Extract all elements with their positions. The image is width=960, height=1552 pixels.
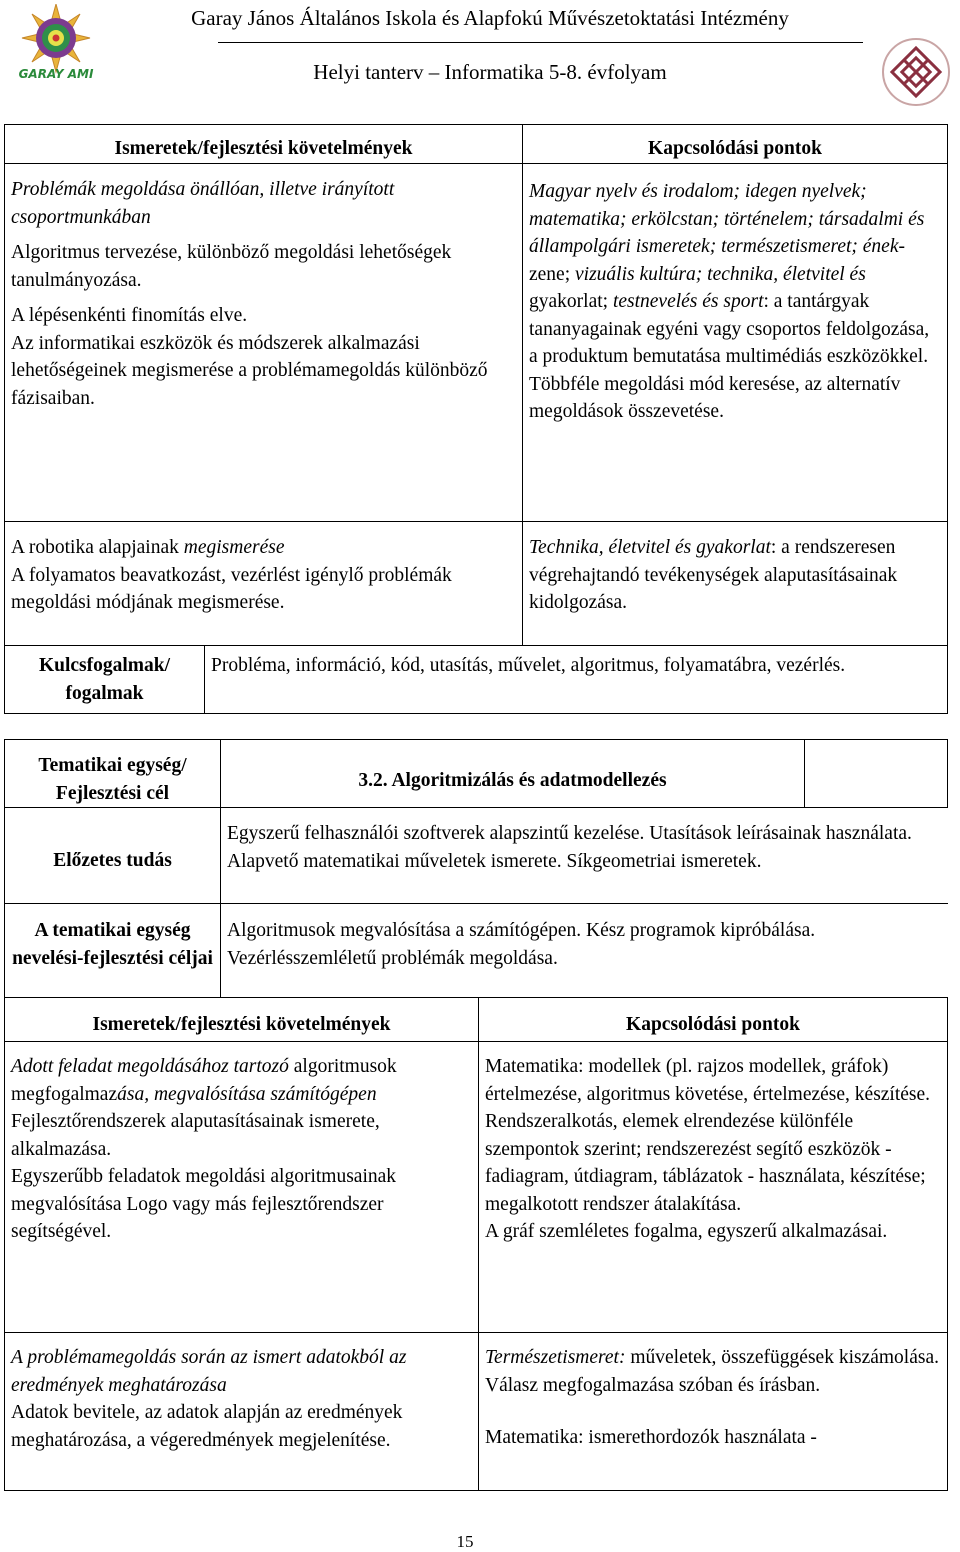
robotics-control-problems: A folyamatos beavatkozást, vezérlést igénylő problémák megoldási módjának megismerése. [11, 564, 452, 613]
conn-systematization: Rendszeralkotás, elemek elrendezése különféle szempontok szerint; rendszerezést segítő eszközök - fadiagram, útdiagram, táblázatok - használata, készítése; megalkotott rendszer átalakítása. [485, 1111, 926, 1215]
connections-activity: : a tantárgyak tananyagainak egyéni vagy csoportos feldolgozása, a produktum bemutatása multimédiás eszközökkel. [529, 291, 930, 367]
req-task-algorithms-plain: algoritmusok megfogalmaz [11, 1056, 397, 1105]
unit-title: 3.2. Algoritmizálás és adatmodellezés [221, 740, 805, 808]
column-header-requirements: Ismeretek/fejlesztési követelmények [5, 125, 523, 164]
algorithm-connections-cell [479, 1042, 948, 1333]
prior-knowledge-text: Egyszerű felhasználói szoftverek alapszintű kezelése. Utasítások leírásainak használata. Alapvető matematikai műveletek ismerete. Síkgeometriai ismeretek. [221, 808, 948, 904]
requirements-table-2 [4, 739, 948, 1491]
unit-hours-cell [805, 740, 948, 808]
req-dev-environments: Fejlesztőrendszerek alaputasításainak ismerete, alkalmazása. [11, 1111, 380, 1160]
connections-cell [523, 164, 948, 522]
column-header-requirements-2: Ismeretek/fejlesztési követelmények [5, 998, 479, 1042]
page-number: 15 [456, 1532, 474, 1551]
requirement-problem-solving: Problémák megoldása önállóan, illetve irányított csoportmunkában [11, 179, 395, 228]
robotics-requirements-cell [5, 522, 523, 646]
conn-graph-concept: A gráf szemléletes fogalma, egyszerű alkalmazásai. [485, 1221, 888, 1242]
key-concepts-label: Kulcsfogalmak/ fogalmak [5, 646, 205, 714]
development-goals-label: A tematikai egység nevelési-fejlesztési céljai [5, 904, 221, 998]
unit-label: Tematikai egység/ Fejlesztési cél [5, 740, 221, 808]
req-data-input: Adatok bevitele, az adatok alapján az eredmények meghatározása, a végeredmények megjelenítése. [11, 1402, 403, 1451]
column-header-connections: Kapcsolódási pontok [523, 125, 948, 164]
data-connections-cell [479, 1333, 948, 1491]
req-results-from-data: A problémamegoldás során az ismert adatokból az eredmények meghatározása [11, 1347, 407, 1396]
req-task-algorithms-b: ása, megvalósítása számítógépen [117, 1083, 377, 1105]
column-header-connections-2: Kapcsolódási pontok [479, 998, 948, 1042]
development-goals-text: Algoritmusok megvalósítása a számítógépen. Kész programok kipróbálása. Vezérlésszemléletű problémák megoldása. [221, 904, 948, 998]
connections-subject-zene: zene; [529, 263, 571, 285]
requirement-stepwise-refinement: A lépésenkénti finomítás elve. [11, 305, 248, 326]
robotics-connections-cell [523, 522, 948, 646]
connections-subject-sport: testnevelés és sport [612, 291, 764, 312]
connections-subject-gyakorlat: gyakorlat; [529, 291, 609, 312]
connections-subjects: Magyar nyelv és irodalom; idegen nyelvek; matematika; erkölcstan; történelem; társadalmi és állampolgári ismeretek; természetismeret; ének- [529, 181, 925, 257]
school-logo [8, 4, 106, 86]
header-rule [218, 42, 863, 43]
robotics-connection-text: : a rendszeresen végrehajtandó tevékenységek alaputasításainak kidolgozása. [529, 537, 898, 613]
data-requirements-cell [5, 1333, 479, 1491]
requirements-cell [5, 164, 523, 522]
school-name: Garay János Általános Iskola és Alapfokú Művészetoktatási Intézmény [191, 6, 789, 30]
prior-knowledge-label: Előzetes tudás [5, 808, 221, 904]
robotics-basics-italic: megismerése [183, 537, 285, 558]
logo-text: GARAY AMI [18, 67, 94, 81]
requirements-table-1 [4, 124, 948, 714]
req-logo-implementation: Egyszerűbb feladatok megoldási algoritmusainak megvalósítása Logo vagy más fejlesztőrendszer segítségével. [11, 1166, 397, 1242]
knot-logo [880, 36, 952, 108]
robotics-connection-subject: Technika, életvitel és gyakorlat [529, 537, 771, 558]
conn-math-models: Matematika: modellek (pl. rajzos modellek, gráfok) értelmezése, algoritmus követése, értelmezése, készítése. [485, 1056, 931, 1105]
conn-math-info-carriers: Matematika: ismerethordozók használata - [485, 1427, 817, 1448]
requirement-algorithm-design: Algoritmus tervezése, különböző megoldási lehetőségek tanulmányozása. [11, 242, 452, 291]
conn-natural-science: Természetismeret: [485, 1347, 626, 1368]
requirement-it-tools: Az informatikai eszközök és módszerek alkalmazási lehetőségeinek megismerése a problémamegoldás különböző fázisaiban. [11, 332, 488, 409]
algorithm-requirements-cell [5, 1042, 479, 1333]
connections-alternatives: Többféle megoldási mód keresése, az alternatív megoldások összevetése. [529, 373, 901, 422]
key-concepts-text: Probléma, információ, kód, utasítás, művelet, algoritmus, folyamatábra, vezérlés. [205, 646, 948, 714]
robotics-basics: A robotika alapjainak [11, 537, 179, 558]
req-task-algorithms-a: Adott feladat megoldásához tartozó [11, 1056, 289, 1077]
curriculum-title: Helyi tanterv – Informatika 5-8. évfolyam [313, 60, 667, 84]
conn-natural-science-text: műveletek, összefüggések kiszámolása. Válasz megfogalmazása szóban és írásban. [485, 1347, 939, 1396]
connections-subjects-2: vizuális kultúra; technika, életvitel és [575, 263, 866, 285]
